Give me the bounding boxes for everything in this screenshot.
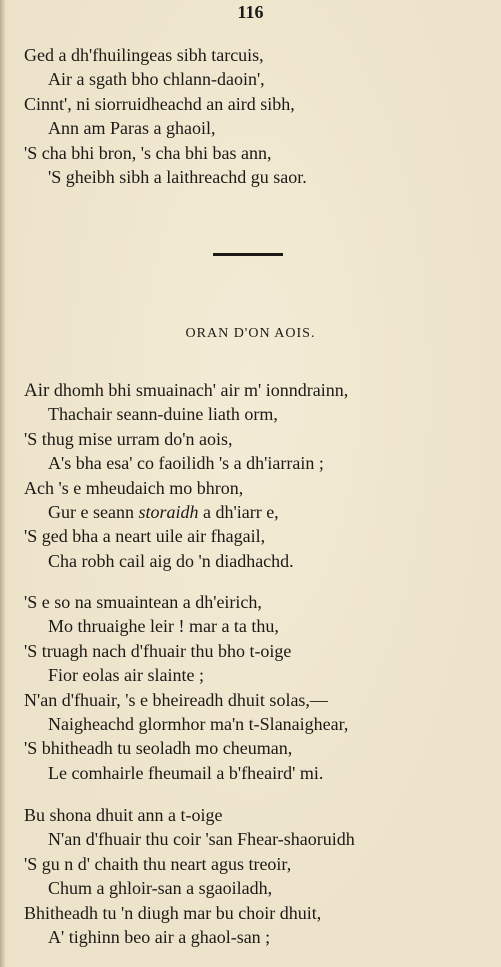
drop-word: Air <box>24 380 50 401</box>
poem-title: ORAN D'ON AOIS. <box>185 326 316 341</box>
verse-line: Chum a ghloir-san a sgaoiladh, <box>48 878 273 899</box>
verse-line: 'S thug mise urram do'n aois, <box>24 428 233 449</box>
section-divider-rule <box>213 253 283 256</box>
verse-line-text: dhomh bhi smuainach' air m' ionndrainn, <box>49 380 349 400</box>
verse-line: 'S truagh nach d'fhuair thu bho t-oige <box>24 640 292 661</box>
verse-line: Ann am Paras a ghaoil, <box>48 118 216 139</box>
verse-line: Air a sgath bho chlann-daoin', <box>48 69 265 90</box>
stanza-4 <box>0 803 501 949</box>
verse-line: Bhitheadh tu 'n diugh mar bu choir dhuit, <box>24 902 322 923</box>
verse-line: Cha robh cail aig do 'n diadhachd. <box>48 550 294 571</box>
verse-line: 'S gheibh sibh a laithreachd gu saor. <box>48 166 307 187</box>
verse-line: Fior eolas air slainte ; <box>48 665 204 686</box>
verse-line <box>0 500 501 524</box>
verse-line-text: Gur e seann <box>48 501 139 522</box>
stanza-3 <box>0 590 501 785</box>
verse-line: Naigheachd glormhor ma'n t-Slanaighear, <box>48 713 349 734</box>
verse-line: 'S bhitheadh tu seoladh mo cheuman, <box>24 738 293 759</box>
verse-line: Bu shona dhuit ann a t-oige <box>24 805 223 825</box>
verse-line: Ach 's e mheudaich mo bhron, <box>24 477 244 498</box>
verse-line: 'S cha bhi bron, 's cha bhi bas ann, <box>24 142 272 163</box>
verse-line: N'an d'fhuair thu coir 'san Fhear-shaoruidh <box>48 829 355 850</box>
verse-line <box>0 378 501 402</box>
stanza-1 <box>0 43 501 189</box>
verse-line: N'an d'fhuair, 's e bheireadh dhuit solas,— <box>24 689 328 710</box>
verse-line: Le comhairle fheumail a b'fheaird' mi. <box>48 762 324 783</box>
verse-line: Cinnt', ni siorruidheachd an aird sibh, <box>24 93 295 114</box>
verse-line: Ged a dh'fhuilingeas sibh tarcuis, <box>24 45 264 65</box>
verse-line: A' tighinn beo air a ghaol-san ; <box>48 926 271 947</box>
verse-line: A's bha esa' co faoilidh 's a dh'iarrain ; <box>48 453 324 474</box>
verse-line: 'S ged bha a neart uile air fhagail, <box>24 526 266 547</box>
italic-word: storaidh <box>138 501 199 522</box>
verse-line-text: a dh'iarr e, <box>198 501 279 522</box>
verse-line: Thachair seann-duine liath orm, <box>48 404 278 425</box>
verse-line: 'S e so na smuaintean a dh'eirich, <box>24 592 262 612</box>
stanza-2 <box>0 378 501 573</box>
verse-line: 'S gu n d' chaith thu neart agus treoir, <box>24 853 292 874</box>
page-number: 116 <box>237 2 264 22</box>
verse-line: Mo thruaighe leir ! mar a ta thu, <box>48 616 279 637</box>
